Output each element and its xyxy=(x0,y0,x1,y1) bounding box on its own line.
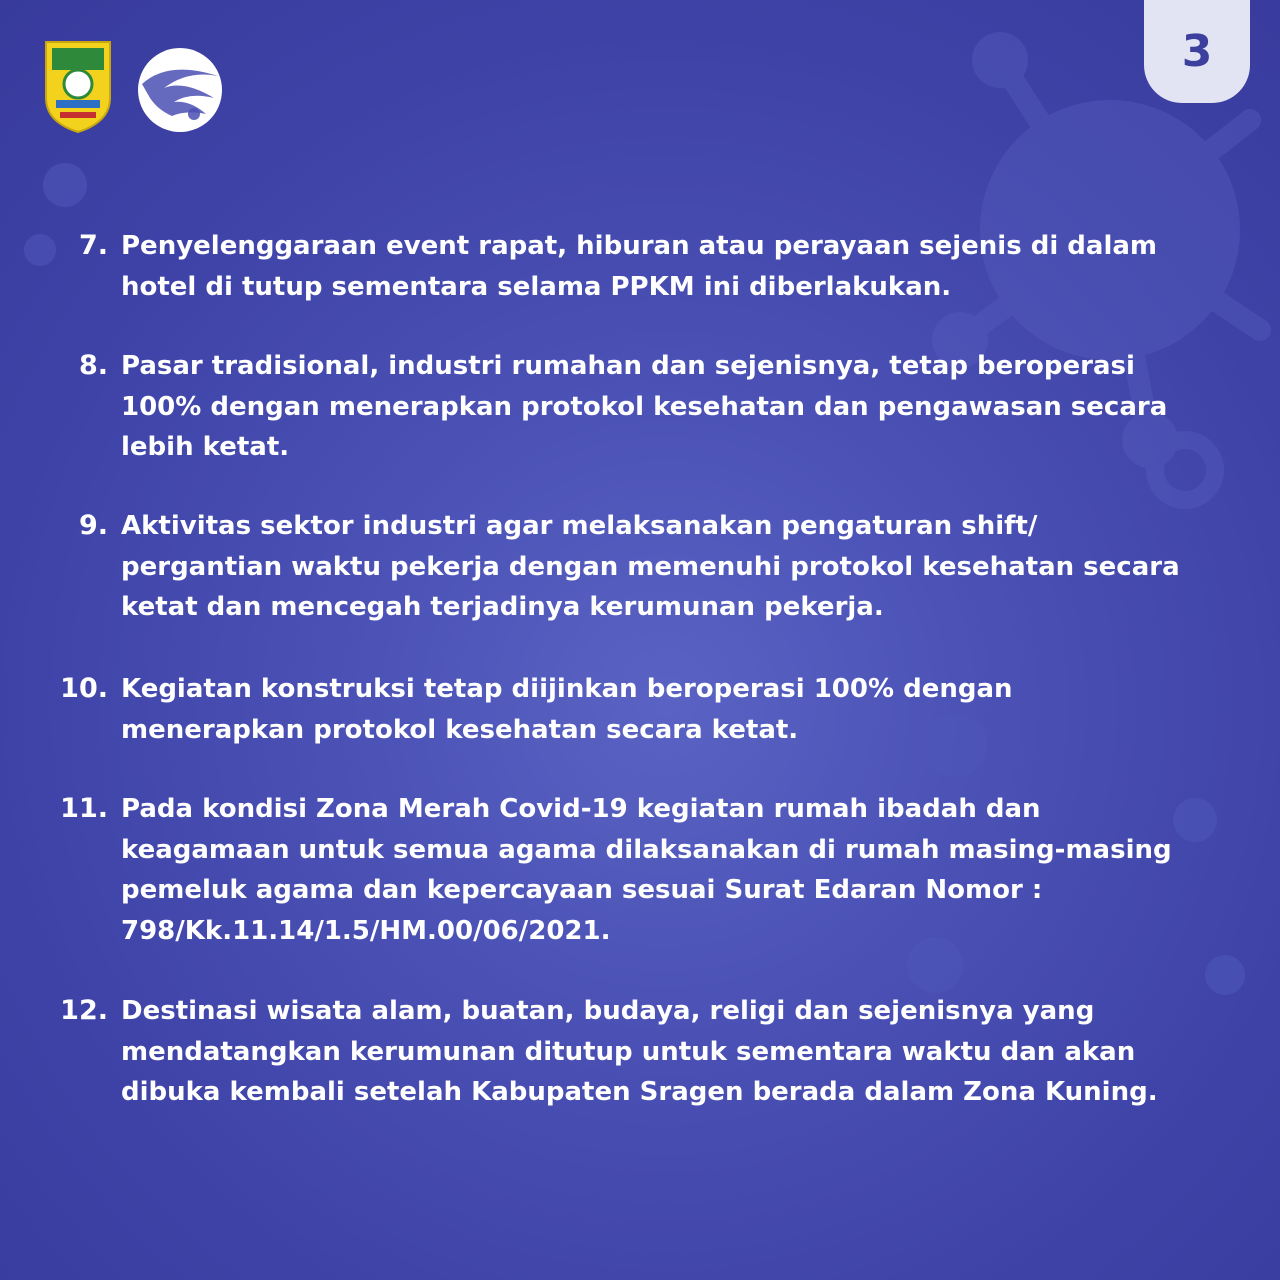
item-line: pemeluk agama dan kepercayaan sesuai Surat Edaran Nomor : xyxy=(121,875,1043,905)
item-number: 7. xyxy=(78,230,108,261)
item-line: ketat dan mencegah terjadinya kerumunan pekerja. xyxy=(121,592,884,622)
item-line: lebih ketat. xyxy=(121,432,290,462)
item-line: menerapkan protokol kesehatan secara ketat. xyxy=(121,714,799,745)
item-text xyxy=(121,669,1241,750)
item-number: 11. xyxy=(60,793,108,824)
item-number: 8. xyxy=(78,350,108,381)
item-line: Pasar tradisional, industri rumahan dan sejenisnya, tetap beroperasi xyxy=(121,351,1135,381)
item-line: mendatangkan kerumunan ditutup untuk sementara waktu dan akan xyxy=(121,1036,1136,1067)
item-line: dibuka kembali setelah Kabupaten Sragen berada dalam Zona Kuning. xyxy=(121,1077,1158,1107)
item-text xyxy=(121,226,1241,307)
item-text xyxy=(121,789,1241,951)
item-line: Penyelenggaraan event rapat, hiburan atau perayaan sejenis di dalam xyxy=(121,231,1158,261)
item-text xyxy=(121,346,1241,468)
item-line: 798/Kk.11.14/1.5/HM.00/06/2021. xyxy=(121,915,611,946)
item-line: Kegiatan konstruksi tetap diijinkan beroperasi 100% dengan xyxy=(121,674,1013,704)
item-number: 9. xyxy=(78,510,108,541)
item-line: Destinasi wisata alam, buatan, budaya, religi dan sejenisnya yang xyxy=(121,996,1095,1026)
item-text xyxy=(121,991,1241,1113)
item-line: Aktivitas sektor industri agar melaksanakan pengaturan shift/ xyxy=(121,511,1038,541)
page-number: 3 xyxy=(1181,26,1213,77)
item-line: pergantian waktu pekerja dengan memenuhi protokol kesehatan secara xyxy=(121,551,1180,582)
item-number: 12. xyxy=(60,995,108,1026)
item-number: 10. xyxy=(60,673,108,704)
item-line: keagamaan untuk semua agama dilaksanakan di rumah masing-masing xyxy=(121,834,1172,865)
item-line: hotel di tutup sementara selama PPKM ini diberlakukan. xyxy=(121,271,952,302)
item-line: Pada kondisi Zona Merah Covid-19 kegiatan rumah ibadah dan xyxy=(121,794,1041,824)
item-text xyxy=(121,506,1241,628)
item-line: 100% dengan menerapkan protokol kesehatan dan pengawasan secara xyxy=(121,391,1168,422)
